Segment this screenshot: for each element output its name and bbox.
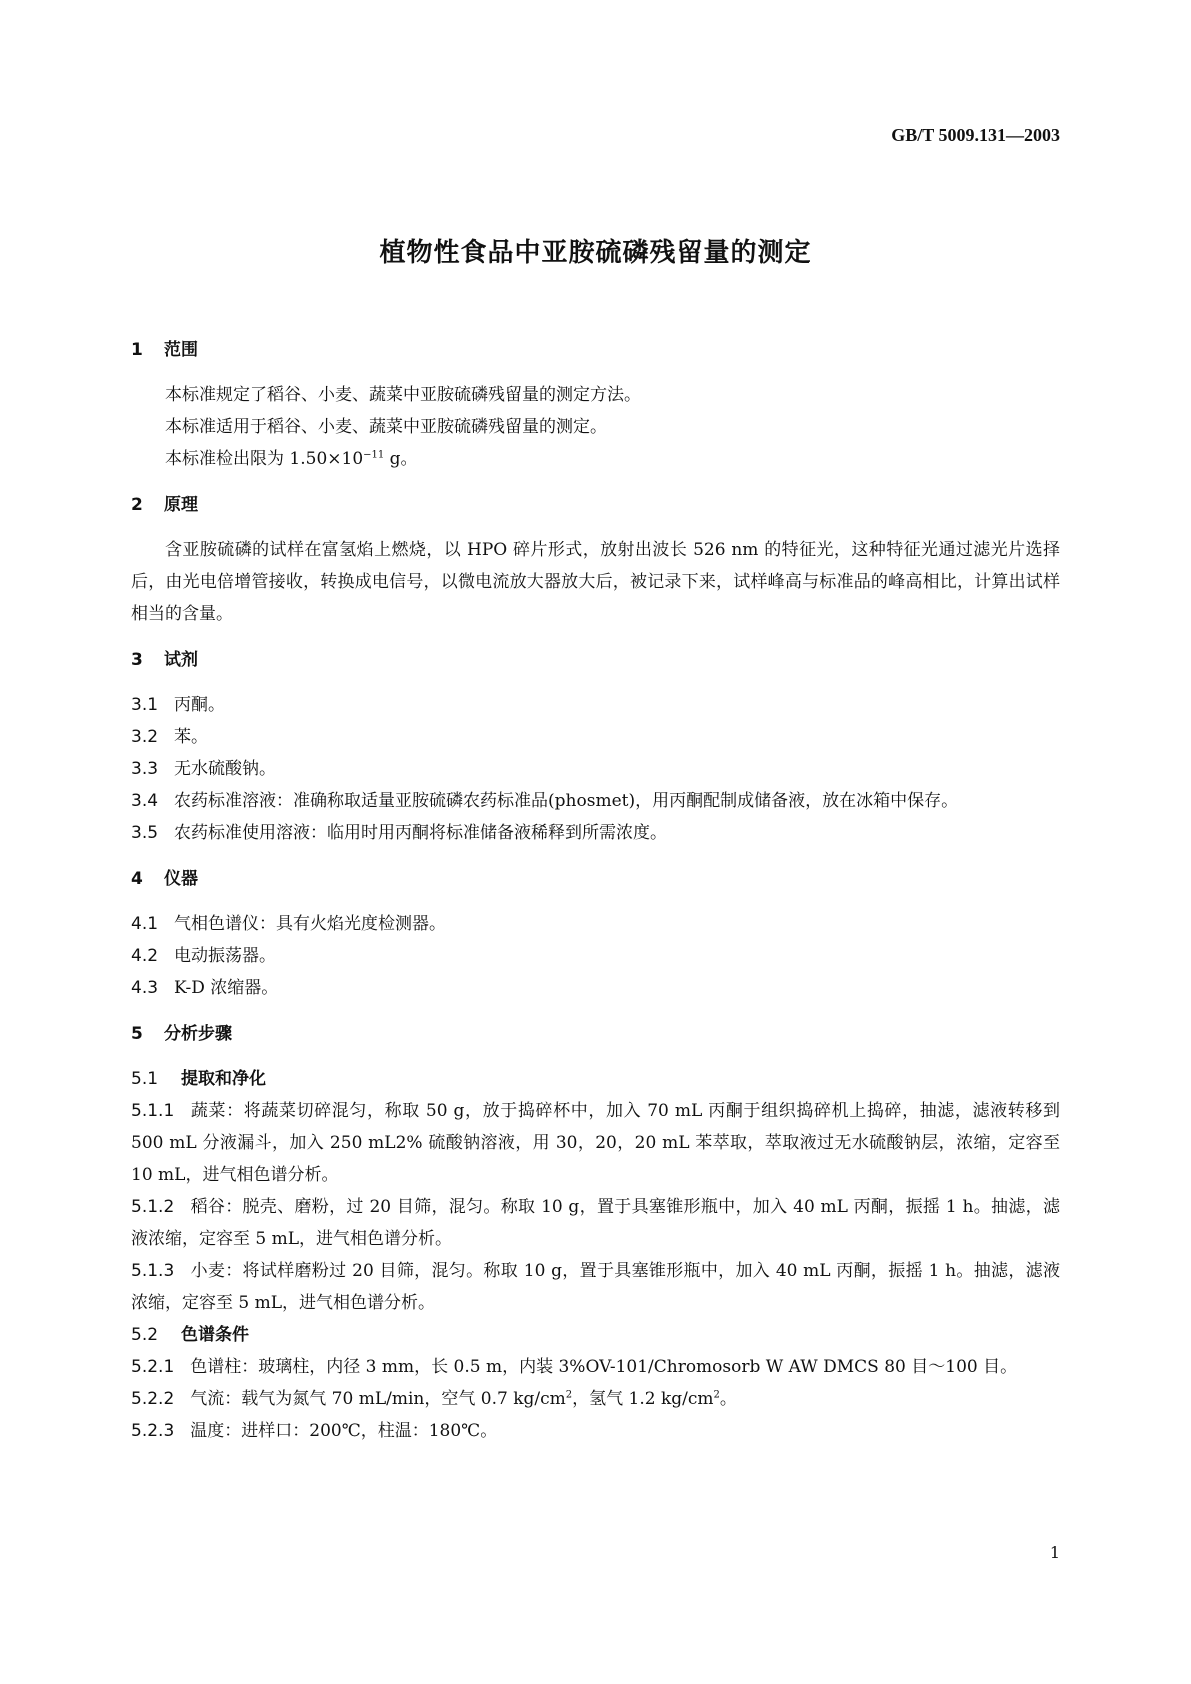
paragraph: 本标准规定了稻谷、小麦、蔬菜中亚胺硫磷残留量的测定方法。 xyxy=(165,385,641,405)
item-text: 农药标准溶液：准确称取适量亚胺硫磷农药标准品(phosmet)，用丙酮配制成储备液，放在冰箱中保存。 xyxy=(174,791,959,811)
list-item xyxy=(131,785,1060,817)
paragraph: 本标准适用于稻谷、小麦、蔬菜中亚胺硫磷残留量的测定。 xyxy=(165,417,607,437)
document-body xyxy=(131,334,1060,1447)
section-title: 仪器 xyxy=(164,869,198,889)
item-number: 5.2.3 xyxy=(131,1421,175,1441)
item-text: 气流：载气为氮气 70 mL/min，空气 0.7 kg/cm xyxy=(190,1389,566,1409)
item-text: 气相色谱仪：具有火焰光度检测器。 xyxy=(174,914,447,934)
section-heading-principle xyxy=(131,489,1060,522)
item-text: 温度：进样口：200℃，柱温：180℃。 xyxy=(190,1421,498,1441)
page-number: 1 xyxy=(1049,1543,1060,1562)
section-title: 原理 xyxy=(164,495,198,515)
item-text: 苯。 xyxy=(174,727,209,747)
superscript: 2 xyxy=(565,1389,573,1401)
item-number: 3.3 xyxy=(131,759,159,779)
item-text: 丙酮。 xyxy=(174,695,226,715)
list-item xyxy=(131,753,1060,785)
section-title: 试剂 xyxy=(164,650,198,670)
item-text: 农药标准使用溶液：临用时用丙酮将标准储备液稀释到所需浓度。 xyxy=(174,823,668,843)
section-title: 分析步骤 xyxy=(164,1024,232,1044)
subsection-number: 5.2 xyxy=(131,1325,159,1345)
subsection-title: 提取和净化 xyxy=(181,1069,266,1089)
list-item xyxy=(131,1255,1060,1319)
item-number: 3.4 xyxy=(131,791,159,811)
list-item xyxy=(131,1415,1060,1447)
item-number: 5.1.1 xyxy=(131,1101,175,1121)
item-number: 5.1.3 xyxy=(131,1261,175,1281)
item-text: ，氢气 1.2 kg/cm xyxy=(572,1389,714,1409)
list-item xyxy=(131,1095,1060,1191)
section-number: 4 xyxy=(131,869,143,889)
list-item xyxy=(131,721,1060,753)
superscript: −11 xyxy=(363,449,385,461)
section-heading-scope xyxy=(131,334,1060,367)
item-text: 色谱柱：玻璃柱，内径 3 mm，长 0.5 m，内装 3%OV-101/Chromosorb W AW DMCS 80 目～100 目。 xyxy=(190,1357,1018,1377)
document-title: 植物性食品中亚胺硫磷残留量的测定 xyxy=(379,238,812,268)
item-number: 3.2 xyxy=(131,727,159,747)
list-item xyxy=(131,908,1060,940)
section-number: 3 xyxy=(131,650,143,670)
subsection-number: 5.1 xyxy=(131,1069,159,1089)
list-item xyxy=(131,1351,1060,1383)
item-text: 无水硫酸钠。 xyxy=(174,759,277,779)
item-number: 5.1.2 xyxy=(131,1197,175,1217)
item-text: 稻谷：脱壳、磨粉，过 20 目筛，混匀。称取 10 g，置于具塞锥形瓶中，加入 40 mL 丙酮，振摇 1 h。抽滤，滤液浓缩，定容至 5 mL，进气相色谱分析。 xyxy=(131,1197,1060,1249)
item-text: 电动振荡器。 xyxy=(174,946,277,966)
list-item xyxy=(131,817,1060,849)
paragraph-detection-limit xyxy=(131,443,1060,475)
standard-code: GB/T 5009.131—2003 xyxy=(891,125,1060,145)
item-number: 5.2.1 xyxy=(131,1357,175,1377)
text-run: 本标准检出限为 1.50×10 xyxy=(165,449,364,469)
superscript: 2 xyxy=(713,1389,720,1401)
section-number: 5 xyxy=(131,1024,143,1044)
text-run: g。 xyxy=(384,449,418,469)
section-title: 范围 xyxy=(164,340,198,360)
item-number: 4.2 xyxy=(131,946,159,966)
section-number: 1 xyxy=(131,340,143,360)
item-text: 蔬菜：将蔬菜切碎混匀，称取 50 g，放于捣碎杯中，加入 70 mL 丙酮于组织捣碎机上捣碎，抽滤，滤液转移到 500 mL 分液漏斗，加入 250 mL2% 硫酸钠溶液，用 30，20，20 mL 苯萃取，萃取液过无水硫酸钠层，浓缩，定容至 10 mL，进气相色谱分析。 xyxy=(131,1101,1060,1185)
subsection-heading-chromatography xyxy=(131,1319,1060,1351)
section-heading-reagents xyxy=(131,644,1060,677)
list-item xyxy=(131,972,1060,1004)
paragraph: 含亚胺硫磷的试样在富氢焰上燃烧，以 HPO 碎片形式，放射出波长 526 nm 的特征光，这种特征光通过滤光片选择后，由光电倍增管接收，转换成电信号，以微电流放大器放大后，被记录下来，试样峰高与标准品的峰高相比，计算出试样相当的含量。 xyxy=(131,540,1060,624)
item-number: 4.1 xyxy=(131,914,159,934)
list-item xyxy=(131,940,1060,972)
subsection-title: 色谱条件 xyxy=(181,1325,249,1345)
item-text: 。 xyxy=(719,1389,737,1409)
list-item xyxy=(131,689,1060,721)
item-number: 3.1 xyxy=(131,695,159,715)
item-text: 小麦：将试样磨粉过 20 目筛，混匀。称取 10 g，置于具塞锥形瓶中，加入 40 mL 丙酮，振摇 1 h。抽滤，滤液浓缩，定容至 5 mL，进气相色谱分析。 xyxy=(131,1261,1060,1313)
list-item xyxy=(131,1383,1060,1415)
section-heading-apparatus xyxy=(131,863,1060,896)
item-text: K-D 浓缩器。 xyxy=(174,978,279,998)
item-number: 4.3 xyxy=(131,978,159,998)
item-number: 3.5 xyxy=(131,823,159,843)
section-number: 2 xyxy=(131,495,143,515)
list-item xyxy=(131,1191,1060,1255)
item-number: 5.2.2 xyxy=(131,1389,175,1409)
subsection-heading-extraction xyxy=(131,1063,1060,1095)
section-heading-procedure xyxy=(131,1018,1060,1051)
